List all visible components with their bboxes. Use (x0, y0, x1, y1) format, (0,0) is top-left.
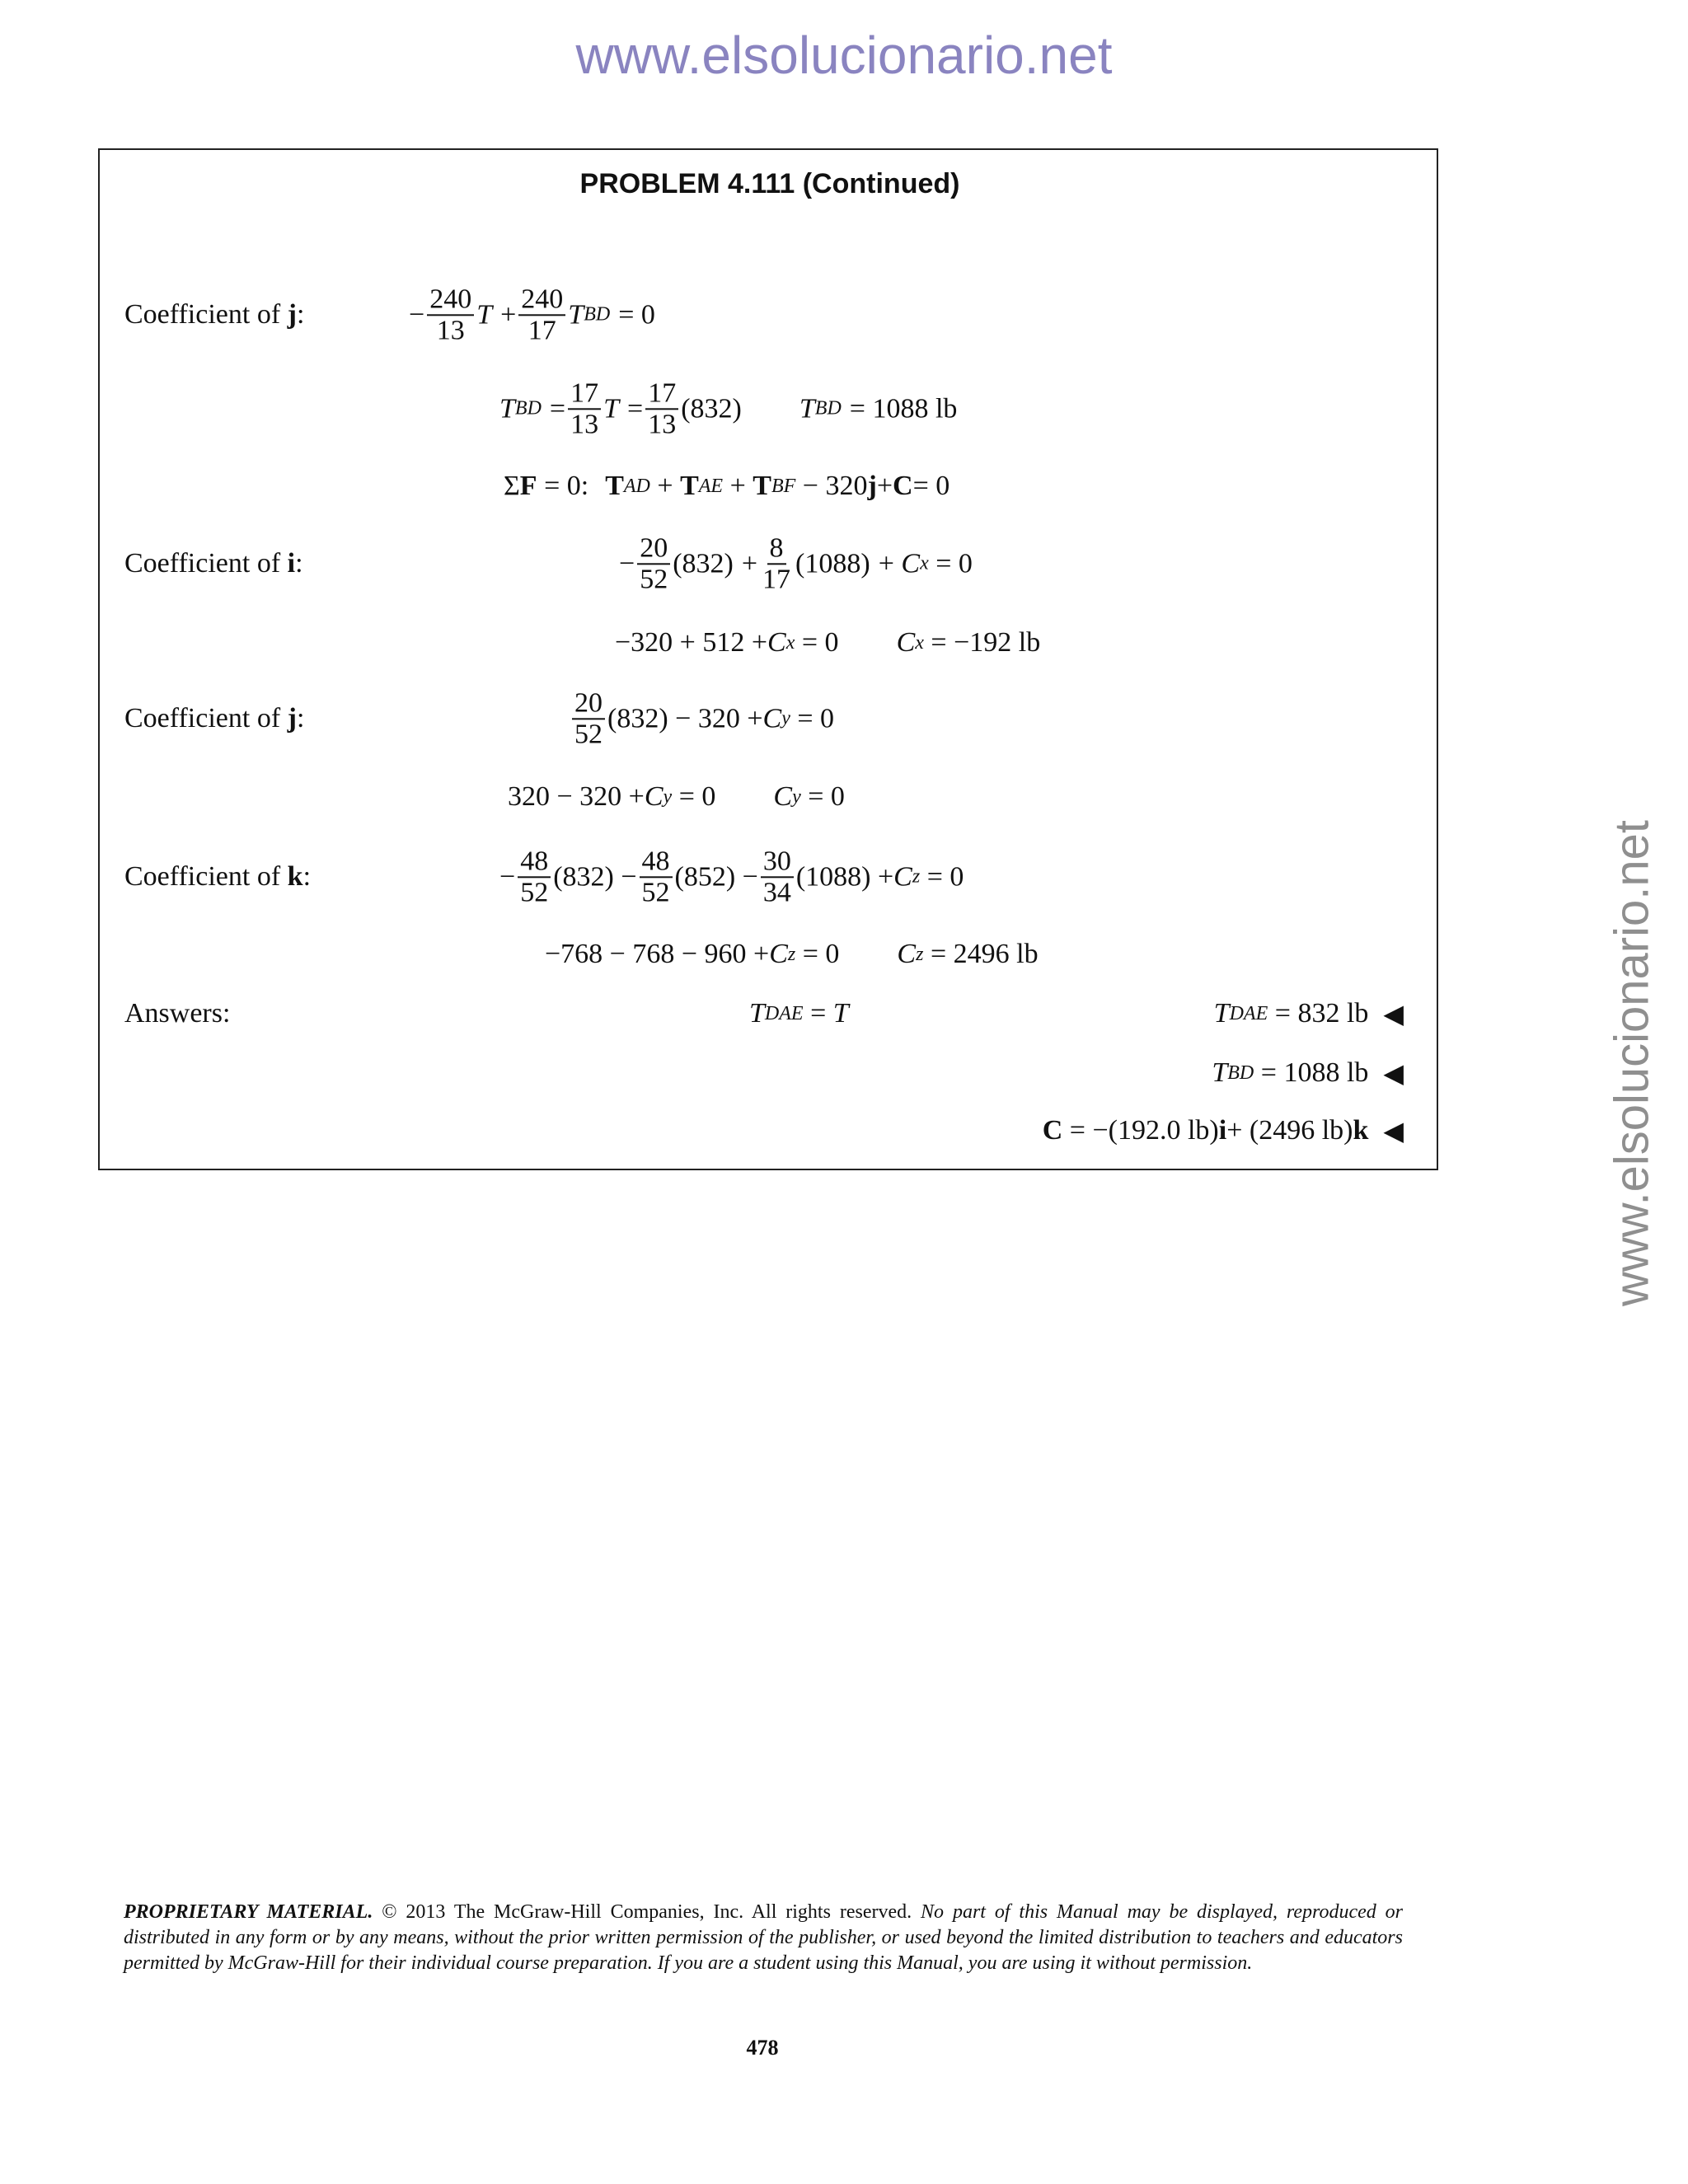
answer-marker-icon: ◀ (1383, 1058, 1404, 1088)
problem-title: PROBLEM 4.111 (Continued) (579, 168, 960, 199)
fraction: $\frac{17}{13}$ (645, 378, 678, 438)
answer-tbd: T BD = 1088 lb ◀ (1212, 1057, 1404, 1088)
label-coef-j-1: Coefficient of j: (124, 299, 305, 330)
fraction: $\frac{8}{17}$ (762, 532, 791, 594)
equation-sum-forces: Σ F = 0: T AD + T AE + T BF − 320 j + C = 0 (504, 471, 950, 501)
equation-tdae-definition: T DAE = T (749, 998, 849, 1029)
fraction: $\frac{20}{52}$ (572, 688, 605, 748)
answer-tdae: T DAE = 832 lb ◀ (1213, 998, 1404, 1029)
cz-result: 2496 lb (953, 939, 1039, 969)
equation-coef-j-2: $\frac{20}{52}$ (832) − 320 + C y = 0 (570, 688, 834, 748)
watermark-side: www.elsolucionario.net (1605, 820, 1659, 1306)
fraction: $\frac{48}{52}$ (518, 846, 551, 907)
fraction: $\frac{20}{52}$ (637, 533, 670, 593)
equation-cy: 320 − 320 + C y = 0 C y = 0 (508, 781, 845, 812)
equation-cz: −768 − 768 − 960 + C z = 0 C z = 2496 lb (545, 939, 1039, 969)
label-coef-k: Coefficient of k: (124, 861, 312, 892)
fraction: $\frac{240}{13}$ (427, 284, 474, 344)
equation-cx: −320 + 512 + C x = 0 C x = −192 lb (615, 627, 1041, 658)
cy-result: 0 (830, 781, 845, 812)
fraction: $\frac{240}{17}$ (518, 284, 565, 344)
watermark-top: www.elsolucionario.net (575, 26, 1113, 85)
label-coef-j-2: Coefficient of j: (124, 703, 305, 733)
answer-marker-icon: ◀ (1383, 1116, 1404, 1146)
label-answers: Answers: (124, 998, 231, 1029)
fraction: $\frac{30}{34}$ (761, 846, 794, 907)
equation-coef-j-1: − $\frac{240}{13}$ T + $\frac{240}{17}$ T BD = 0 (409, 284, 655, 345)
fraction: $\frac{17}{13}$ (568, 378, 601, 438)
equation-coef-k: − $\frac{48}{52}$ (832) − $\frac{48}{52}$ (852) − $\frac{30}{34}$ (1088) + C z = 0 (499, 846, 964, 907)
equation-tbd: T BD = $\frac{17}{13}$ T = $\frac{17}{13}$ (832) T BD = 1088 lb (499, 377, 958, 439)
solution-box (98, 148, 1438, 1170)
page-number: 478 (746, 2036, 779, 2060)
cx-result: −192 lb (954, 627, 1041, 658)
tbd-result: 1088 lb (872, 393, 958, 424)
label-coef-i: Coefficient of i: (124, 548, 303, 579)
fraction: $\frac{48}{52}$ (640, 846, 673, 907)
equation-coef-i: − $\frac{20}{52}$ (832) + $\frac{8}{17}$ (1088) + C x = 0 (619, 532, 973, 594)
footer-copyright: PROPRIETARY MATERIAL. © 2013 The McGraw-Hill Companies, Inc. All rights reserved. No part of this Manual may be displayed, reproduced or distributed in any form or by any means, without the prior written permission of the publisher, or used beyond the limited distribution to teachers and educators permitted by McGraw-Hill for their individual course preparation. If you are a student using this Manual, you are using it without permission. (124, 1901, 1403, 1974)
answer-marker-icon: ◀ (1383, 999, 1404, 1029)
answer-c: C = −(192.0 lb) i + (2496 lb) k ◀ (1042, 1115, 1404, 1146)
